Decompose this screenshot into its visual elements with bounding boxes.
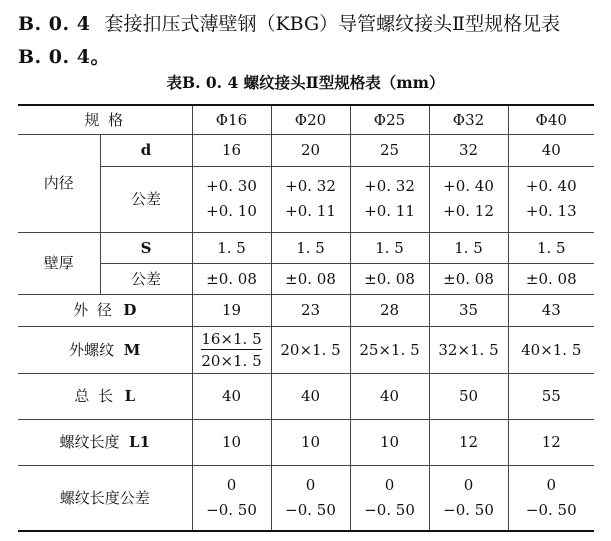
table-cell: 25	[350, 134, 429, 166]
table-cell	[192, 326, 271, 373]
outer-thread-symbol: M	[123, 340, 141, 359]
table-cell	[350, 166, 429, 232]
table-cell	[271, 465, 350, 531]
clause-number: B. 0. 4	[18, 13, 91, 35]
tolerance-lower: −0. 50	[206, 500, 257, 519]
outer-thread-header	[18, 326, 192, 373]
table-cell: ±0. 08	[192, 263, 271, 294]
table-header-row	[18, 105, 594, 134]
total-length-header	[18, 373, 192, 419]
table-cell: 40	[508, 134, 594, 166]
header-spec-label: 规 格	[18, 105, 192, 134]
table-cell	[508, 166, 594, 232]
table-cell: 25×1. 5	[350, 326, 429, 373]
table-row-outer-thread	[18, 326, 594, 373]
table-cell: ±0. 08	[271, 263, 350, 294]
table-row-thread-length	[18, 419, 594, 465]
table-cell: 12	[508, 419, 594, 465]
table-cell: 1. 5	[271, 232, 350, 263]
table-cell	[192, 465, 271, 531]
table-cell: 32×1. 5	[429, 326, 508, 373]
inner-tolerance-label: 公差	[100, 166, 192, 232]
table-cell: 19	[192, 294, 271, 326]
tolerance-upper: +0. 32	[285, 177, 336, 195]
table-cell: 1. 5	[508, 232, 594, 263]
table-row-wall-s	[18, 232, 594, 263]
thread-length-header	[18, 419, 192, 465]
table-caption: 表B. 0. 4 螺纹接头Ⅱ型规格表（mm）	[166, 73, 445, 92]
table-cell	[429, 166, 508, 232]
clause-text: 套接扣压式薄壁钢（KBG）导管螺纹接头Ⅱ型规格见表	[104, 13, 561, 35]
header-size: Φ20	[271, 105, 350, 134]
tolerance-upper: 0	[384, 475, 395, 494]
tolerance-upper: 0	[463, 475, 474, 494]
total-length-label: 总 长	[74, 387, 116, 405]
total-length-symbol: L	[124, 387, 136, 405]
table-cell: 28	[350, 294, 429, 326]
header-size: Φ16	[192, 105, 271, 134]
table-cell	[192, 166, 271, 232]
wall-tolerance-label: 公差	[100, 263, 192, 294]
outer-diameter-label: 外 径	[73, 301, 114, 319]
table-cell: 16	[192, 134, 271, 166]
tolerance-upper: +0. 40	[525, 177, 577, 195]
table-cell: 40	[192, 373, 271, 419]
wall-thickness-label: 壁厚	[18, 232, 100, 294]
thread-spec-top: 16×1. 5	[201, 329, 262, 348]
thread-spec-bottom: 20×1. 5	[201, 351, 262, 370]
tolerance-lower: −0. 50	[525, 500, 577, 519]
table-cell	[429, 465, 508, 531]
table-row-total-length	[18, 373, 594, 419]
tolerance-lower: +0. 10	[206, 202, 257, 220]
table-cell: 1. 5	[429, 232, 508, 263]
tolerance-lower: +0. 11	[285, 202, 336, 220]
tolerance-upper: 0	[305, 475, 316, 494]
tolerance-upper: 0	[546, 475, 557, 494]
table-cell: 40	[350, 373, 429, 419]
tolerance-upper: +0. 30	[206, 177, 257, 195]
table-cell: 23	[271, 294, 350, 326]
table-row-inner-d	[18, 134, 594, 166]
tolerance-upper: +0. 40	[443, 177, 494, 195]
table-cell	[271, 166, 350, 232]
table-cell: 40	[271, 373, 350, 419]
table-cell: ±0. 08	[350, 263, 429, 294]
header-size: Φ40	[508, 105, 594, 134]
table-cell: 10	[350, 419, 429, 465]
wall-s-symbol: S	[100, 232, 192, 263]
thread-length-tolerance-label: 螺纹长度公差	[18, 465, 192, 531]
intro-line-2	[18, 41, 608, 74]
header-size: Φ25	[350, 105, 429, 134]
table-cell: 1. 5	[350, 232, 429, 263]
intro-line-1	[18, 8, 608, 41]
table-row-inner-tolerance	[18, 166, 594, 232]
intro-paragraph	[18, 8, 608, 74]
outer-diameter-symbol: D	[123, 301, 137, 319]
table-cell: 10	[271, 419, 350, 465]
tolerance-lower: −0. 50	[443, 500, 494, 519]
tolerance-upper: +0. 32	[364, 177, 415, 195]
table-cell: 1. 5	[192, 232, 271, 263]
tolerance-upper: 0	[226, 475, 237, 494]
table-row-outer-diameter	[18, 294, 594, 326]
inner-diameter-label: 内径	[18, 134, 100, 232]
table-reference: B. 0. 4。	[18, 46, 110, 68]
table-cell: 40×1. 5	[508, 326, 594, 373]
tolerance-lower: +0. 13	[525, 202, 577, 220]
inner-d-symbol: d	[100, 134, 192, 166]
tolerance-lower: −0. 50	[285, 500, 336, 519]
table-cell: ±0. 08	[508, 263, 594, 294]
header-size: Φ32	[429, 105, 508, 134]
thread-length-symbol: L1	[129, 433, 151, 451]
table-cell: 32	[429, 134, 508, 166]
tolerance-lower: +0. 11	[364, 202, 415, 220]
table-cell: 50	[429, 373, 508, 419]
table-cell: 43	[508, 294, 594, 326]
thread-length-label: 螺纹长度	[59, 433, 120, 451]
table-cell: 10	[192, 419, 271, 465]
table-cell: 20×1. 5	[271, 326, 350, 373]
table-cell: 35	[429, 294, 508, 326]
tolerance-lower: −0. 50	[364, 500, 415, 519]
outer-diameter-header	[18, 294, 192, 326]
table-cell: 20	[271, 134, 350, 166]
table-cell: 12	[429, 419, 508, 465]
table-row-thread-length-tolerance	[18, 465, 594, 531]
table-row-wall-tolerance	[18, 263, 594, 294]
table-cell	[350, 465, 429, 531]
table-cell	[508, 465, 594, 531]
outer-thread-label: 外螺纹	[69, 340, 115, 359]
spec-table	[18, 104, 594, 532]
tolerance-lower: +0. 12	[443, 202, 494, 220]
table-cell: 55	[508, 373, 594, 419]
table-cell: ±0. 08	[429, 263, 508, 294]
